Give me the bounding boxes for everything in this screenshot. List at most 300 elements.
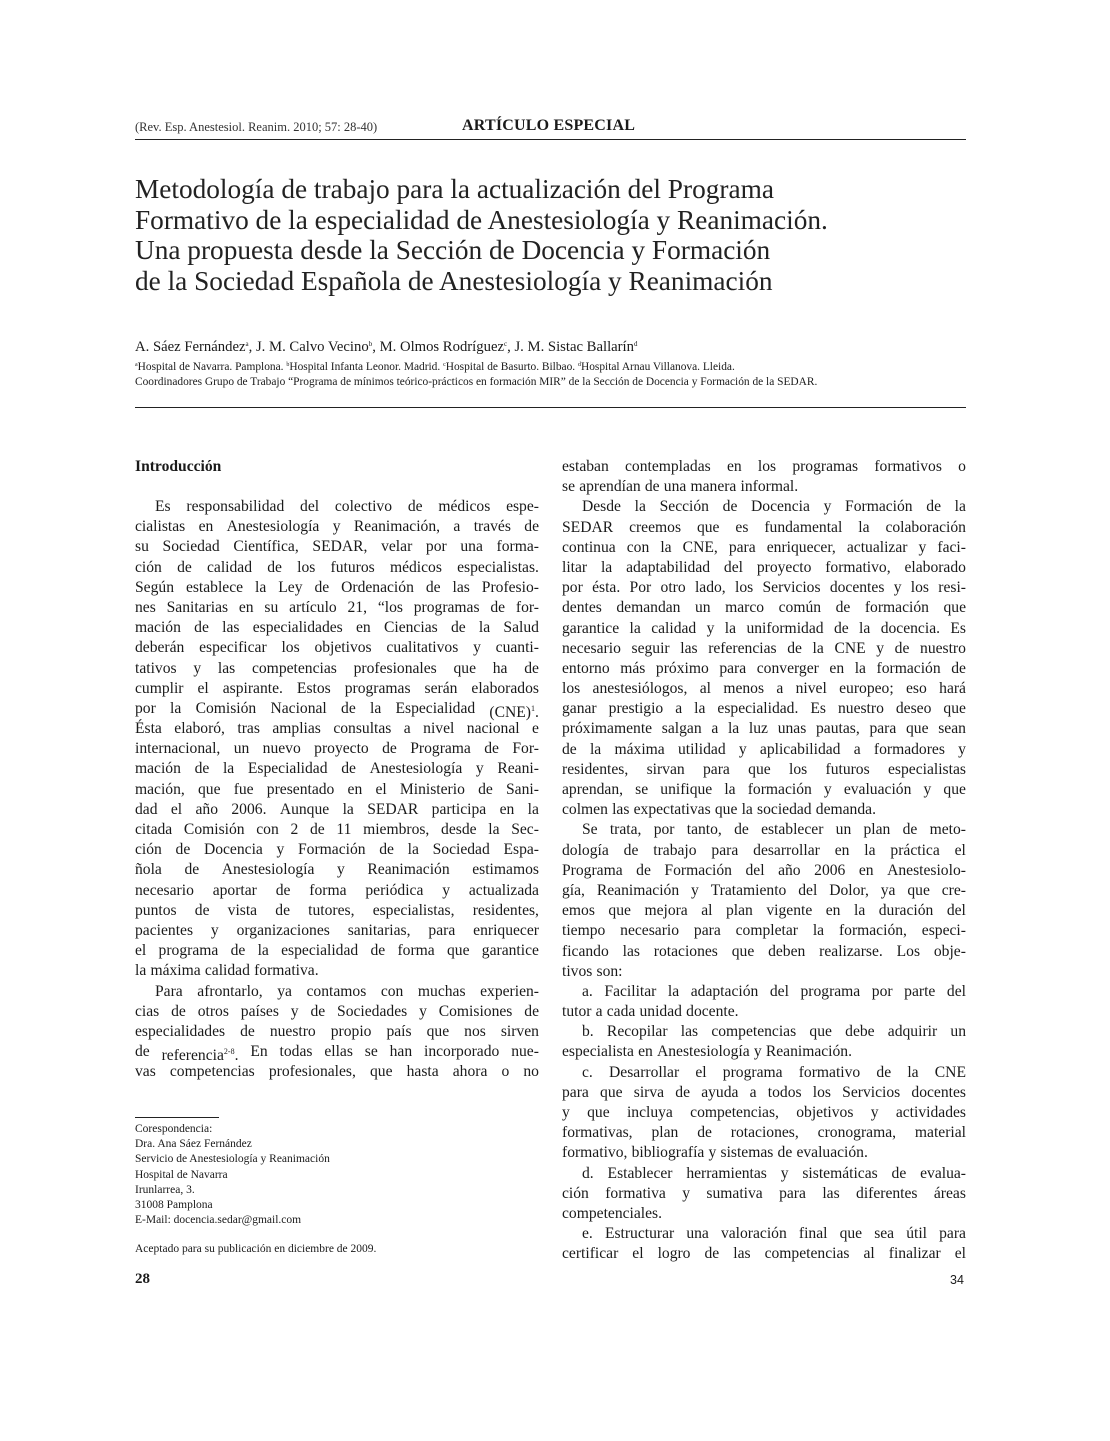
word: forma- (496, 538, 539, 556)
word: litar (562, 558, 588, 576)
word: sirva (633, 1083, 665, 1101)
correspondence-line: Hospital de Navarra (135, 1168, 228, 1181)
word: la (954, 498, 966, 516)
word: presentado (266, 780, 335, 798)
word: en (238, 598, 254, 616)
text-line (562, 1224, 966, 1244)
text-line (562, 760, 966, 780)
word: docentes (829, 579, 885, 597)
word: velar (381, 538, 413, 556)
word: tanto, (686, 821, 722, 839)
word: el (197, 679, 209, 697)
word: Docencia (751, 498, 810, 516)
word: miembros, (363, 821, 430, 838)
word: de (484, 740, 499, 758)
word: emos (562, 902, 595, 920)
word: que (748, 760, 771, 778)
word: de (704, 1245, 720, 1263)
word: de (524, 1002, 539, 1020)
word: especialistas. (457, 558, 539, 576)
word: 11 (336, 821, 352, 838)
word: y (290, 1002, 299, 1020)
word: tativos (135, 659, 177, 677)
word: y (442, 881, 451, 899)
word: Tratamiento (710, 881, 787, 899)
word: gía, (562, 881, 585, 899)
word: son: (596, 962, 623, 980)
article-title (135, 174, 995, 296)
author-name: M. Olmos Rodríguez (379, 339, 504, 355)
word: máxima (150, 962, 201, 980)
text-line (562, 1083, 966, 1103)
word: Comisión (195, 699, 257, 717)
title-line: de la Sociedad Española de Anestesiología y Reanimación (135, 265, 773, 296)
word: de (524, 659, 539, 677)
word: de (425, 578, 441, 596)
text-line (562, 538, 966, 558)
word: tivos (562, 962, 593, 980)
word: Anestesiolo- (887, 861, 966, 879)
coordinators-note: Coordinadores Grupo de Trabajo “Programa de mínimos teórico-prácticos en formación MIR” de la Sección de Docencia y Formación de la SEDAR. (135, 376, 818, 388)
word: sistemas (720, 1144, 774, 1162)
word: adaptabilidad (626, 558, 711, 576)
word: y (923, 781, 932, 798)
word: enriquecer (473, 921, 539, 939)
word: Recopilar (606, 1023, 668, 1041)
word: países (240, 1002, 279, 1020)
word: For- (512, 740, 539, 758)
word: través (473, 518, 511, 536)
word: programas (792, 458, 859, 475)
word: herramientas (686, 1164, 767, 1182)
word: bibliografía (631, 1144, 705, 1162)
word: en (499, 800, 515, 818)
word: a (853, 740, 861, 758)
word: finalizar (888, 1245, 941, 1263)
word: d. (582, 1164, 594, 1182)
text-line (135, 881, 539, 901)
word: Es (810, 700, 826, 718)
word: incluya (626, 1104, 673, 1121)
word: forma (397, 942, 435, 960)
text-line (562, 1143, 966, 1163)
word: la (724, 781, 736, 798)
word: de (184, 861, 200, 879)
word: lado, (694, 579, 726, 597)
word: tutor (562, 1003, 592, 1021)
text-line (562, 1123, 966, 1143)
word: han (389, 1043, 413, 1061)
word: la (812, 639, 824, 657)
word: deberán (135, 639, 185, 657)
word: futuros (825, 760, 870, 778)
word: Reanimación (367, 861, 450, 879)
word: c. (582, 1063, 593, 1081)
word: vista (227, 901, 258, 919)
author-affiliation-mark: b (368, 340, 373, 348)
word: de (275, 881, 291, 899)
word: y (876, 639, 885, 657)
word: Sociedad (162, 538, 220, 556)
text-line (135, 497, 539, 517)
text-line (562, 619, 966, 639)
text-line (135, 759, 539, 779)
word: actualizar (846, 538, 908, 556)
word: país (386, 1022, 412, 1040)
word: el (375, 780, 387, 798)
word: converger (756, 659, 819, 677)
word: un (835, 821, 852, 839)
word: demanda. (815, 801, 876, 819)
word: no (523, 1063, 539, 1081)
word: a (403, 720, 411, 738)
word: SEDAR (562, 518, 614, 536)
word: para (562, 1083, 589, 1101)
word: un (695, 599, 711, 617)
word: la (407, 841, 419, 859)
word: Docencia (203, 841, 263, 859)
word: competencias (169, 1063, 255, 1081)
text-line (562, 1103, 966, 1123)
word: sea (874, 1225, 895, 1243)
word: aprendan, (562, 781, 624, 798)
text-line (562, 942, 966, 962)
word: garantice (481, 942, 539, 960)
word: pacientes (135, 921, 194, 939)
word: adquirir (887, 1023, 938, 1041)
word: formativa (605, 1184, 666, 1202)
text-line (135, 840, 539, 860)
text-line (562, 639, 966, 659)
word: dad (135, 800, 158, 818)
word: referencias (708, 639, 777, 657)
word: b. (582, 1023, 594, 1041)
word: Anestesiología (221, 861, 315, 879)
word: especialidades (252, 619, 343, 637)
word: evaluación. (796, 1144, 868, 1162)
word: Dolor, (829, 881, 869, 899)
word: plan (726, 902, 753, 920)
word: sistemáticas (802, 1164, 878, 1182)
word: los (812, 1083, 831, 1101)
word: de (894, 639, 910, 657)
author-name: J. M. Calvo Vecino (255, 339, 369, 355)
correspondence-line: 31008 Pamplona (135, 1199, 213, 1212)
word: en (198, 518, 214, 536)
word: Comisiones (438, 1002, 513, 1020)
title-line: Metodología de trabajo para la actualización del Programa (135, 174, 774, 204)
text-line (562, 578, 966, 598)
word: la (527, 800, 539, 818)
word: que (600, 1083, 623, 1101)
word: y (210, 921, 219, 939)
word: Estos (296, 679, 331, 697)
word: se (635, 781, 649, 798)
word: demandan (616, 599, 681, 617)
word: las (822, 1184, 840, 1202)
word: una (460, 538, 483, 556)
word: enriquecer, (766, 538, 836, 556)
word: deseo (895, 700, 932, 718)
text-line (135, 679, 539, 699)
word: Anestesiología (226, 518, 320, 536)
word: deben (768, 942, 806, 960)
word: que (731, 942, 755, 960)
word: logro (657, 1245, 691, 1263)
word: calidad (651, 619, 697, 637)
word: nuestro (837, 700, 884, 718)
word: que (608, 902, 631, 920)
word: plan (651, 1124, 679, 1142)
word: Servicios (762, 579, 821, 597)
word: que (809, 1023, 832, 1041)
word: la (255, 578, 267, 596)
word: e. (582, 1225, 593, 1243)
word: meto- (929, 821, 966, 839)
word: evalua- (920, 1164, 966, 1182)
word: el (170, 800, 183, 818)
word: Reanimación (596, 881, 680, 899)
word: de (171, 1002, 186, 1020)
word: docencia. (880, 619, 941, 637)
header-rule (135, 139, 966, 140)
word: CNE, (682, 538, 718, 556)
word: formativo, (562, 1144, 628, 1162)
word: que (587, 1104, 610, 1121)
text-line (562, 841, 966, 861)
word: de (309, 821, 325, 838)
word: sociedad (757, 801, 812, 819)
text-line (135, 598, 539, 618)
word: médicos (438, 498, 491, 515)
word: la (727, 720, 740, 738)
text-line (562, 982, 966, 1002)
word: 2006. (231, 800, 267, 818)
word: proyecto (756, 558, 812, 576)
author-name: A. Sáez Fernández (135, 339, 246, 355)
word: que (453, 659, 476, 677)
word: programa (158, 942, 219, 960)
word: Nacional (270, 699, 327, 717)
word: colaboración (885, 518, 966, 536)
word: próximo (655, 659, 709, 677)
word: las (217, 659, 236, 677)
word: Es (950, 619, 966, 637)
word: desde (441, 821, 477, 838)
word: en (356, 619, 371, 637)
author-separator: , (372, 339, 380, 355)
word: especialidad. (717, 700, 799, 718)
word: participa (431, 800, 487, 818)
word: unas (777, 720, 807, 738)
word: cronograma, (817, 1124, 897, 1142)
word: máxima (614, 740, 665, 758)
word: artículo (289, 598, 337, 616)
text-line (562, 1244, 966, 1264)
word: de (478, 780, 493, 798)
word: la (478, 619, 491, 637)
word: nes (135, 598, 156, 616)
word: y (870, 1104, 879, 1121)
word: resi- (938, 579, 966, 597)
word: residentes, (562, 760, 629, 778)
footnote-rule (135, 1117, 219, 1118)
word: para (693, 922, 721, 940)
right-column-text (562, 457, 966, 1265)
word: ésta. (592, 579, 621, 597)
word: realizarse. (819, 942, 883, 960)
word: y (276, 841, 285, 859)
word: se (562, 478, 575, 496)
word: calidad (206, 558, 253, 576)
word: valoración (720, 1225, 787, 1243)
word: Especialidad (247, 760, 328, 778)
word: trabajo (653, 841, 697, 859)
word: de (450, 619, 466, 637)
word: tutores, (308, 901, 355, 919)
word: obje- (933, 942, 966, 960)
word: SEDAR, (312, 538, 368, 556)
word: SEDAR (367, 800, 419, 818)
author-name: J. M. Sistac Ballarín (514, 339, 634, 355)
word: la (170, 699, 182, 717)
word: expectativas (633, 801, 711, 819)
word: Reanimación. (765, 1043, 852, 1061)
word: estaban (562, 458, 609, 475)
word: debe (845, 1023, 875, 1041)
word: establece (185, 578, 244, 596)
word: Profesio- (481, 578, 539, 596)
word: dología (562, 841, 609, 859)
word: ñola (135, 861, 162, 879)
section-label: ARTÍCULO ESPECIAL (462, 117, 636, 134)
word: internacional, (135, 740, 221, 758)
word: ha (492, 659, 508, 677)
word: el (632, 1245, 644, 1263)
word: calidad (204, 962, 250, 980)
word: periódica (365, 881, 424, 899)
word: de (194, 619, 209, 637)
word: Científica, (233, 538, 299, 556)
text-line (562, 1002, 966, 1022)
text-line (562, 598, 966, 618)
word: Reanimación, (353, 518, 441, 536)
word: eso (906, 680, 927, 698)
word: ción (562, 1184, 589, 1202)
word: las (680, 1023, 699, 1041)
word: Para (155, 982, 183, 1000)
word: para (703, 760, 730, 778)
text-line (135, 780, 539, 800)
word: todos (767, 1083, 802, 1101)
word: en (638, 1043, 653, 1061)
word: a (675, 700, 683, 718)
word: al (863, 1245, 875, 1263)
word: contempladas (624, 458, 711, 475)
word: y (823, 781, 832, 798)
word: entorno (562, 659, 610, 677)
word: de (135, 1043, 150, 1061)
word: Sanitarias (166, 598, 229, 616)
text-line (135, 739, 539, 759)
word: y (475, 760, 484, 778)
word: y (780, 1164, 789, 1182)
title-line: Una propuesta desde la Sección de Docencia y Formación (135, 235, 771, 265)
word: y (738, 740, 747, 758)
word: objetivos (796, 1104, 854, 1121)
word: en (829, 659, 845, 677)
word: de (951, 659, 966, 677)
correspondence-line: Irunlarrea, 3. (135, 1183, 195, 1196)
correspondence-block (135, 1122, 330, 1228)
word: de (267, 558, 282, 576)
word: competenciales. (562, 1204, 663, 1222)
word: programa (722, 1063, 783, 1081)
word: y (332, 518, 341, 536)
word: contamos (306, 982, 367, 1000)
word: luz (748, 720, 768, 738)
word: y (753, 1043, 762, 1061)
word: de (310, 1002, 326, 1020)
word: la (858, 518, 870, 536)
word: Establecer (607, 1164, 673, 1182)
word: europeo; (839, 680, 894, 698)
word: o (958, 458, 966, 475)
author-list (135, 339, 637, 356)
text-line (562, 800, 966, 820)
word: sanitarias, (347, 921, 411, 939)
word: informal. (740, 478, 799, 496)
text-line (135, 800, 539, 820)
word: objetivos (314, 639, 372, 657)
word: los (297, 558, 316, 576)
word: programas (413, 598, 480, 616)
word: de (722, 498, 738, 516)
text-line (562, 740, 966, 760)
word: prestigio (608, 700, 664, 718)
word: desarrollar (753, 841, 820, 859)
word: del (745, 861, 765, 879)
word: la (812, 922, 825, 940)
word: con (256, 821, 279, 838)
text-line (135, 618, 539, 638)
word: de (275, 901, 290, 919)
word: que (426, 1022, 450, 1040)
word: especificar (199, 639, 267, 657)
text-line (562, 1042, 966, 1062)
text-line (135, 860, 539, 880)
word: de (175, 841, 191, 859)
word: de (382, 740, 397, 758)
word: de (194, 760, 210, 778)
word: la (257, 942, 269, 960)
word: proyecto (314, 740, 369, 758)
word: las (612, 801, 630, 819)
word: colectivo (334, 498, 393, 515)
word: amplias (272, 720, 321, 738)
affiliation-mark: b (286, 362, 290, 368)
word: los (281, 639, 300, 657)
word: tras (237, 720, 260, 738)
word: pautas, (815, 720, 860, 738)
word: del (946, 982, 966, 1000)
text-line (562, 1204, 966, 1224)
word: programas (344, 679, 411, 697)
author-affiliation-mark: c (504, 340, 508, 348)
word: formación (747, 781, 812, 798)
text-line (562, 518, 966, 538)
word: que (907, 881, 930, 899)
